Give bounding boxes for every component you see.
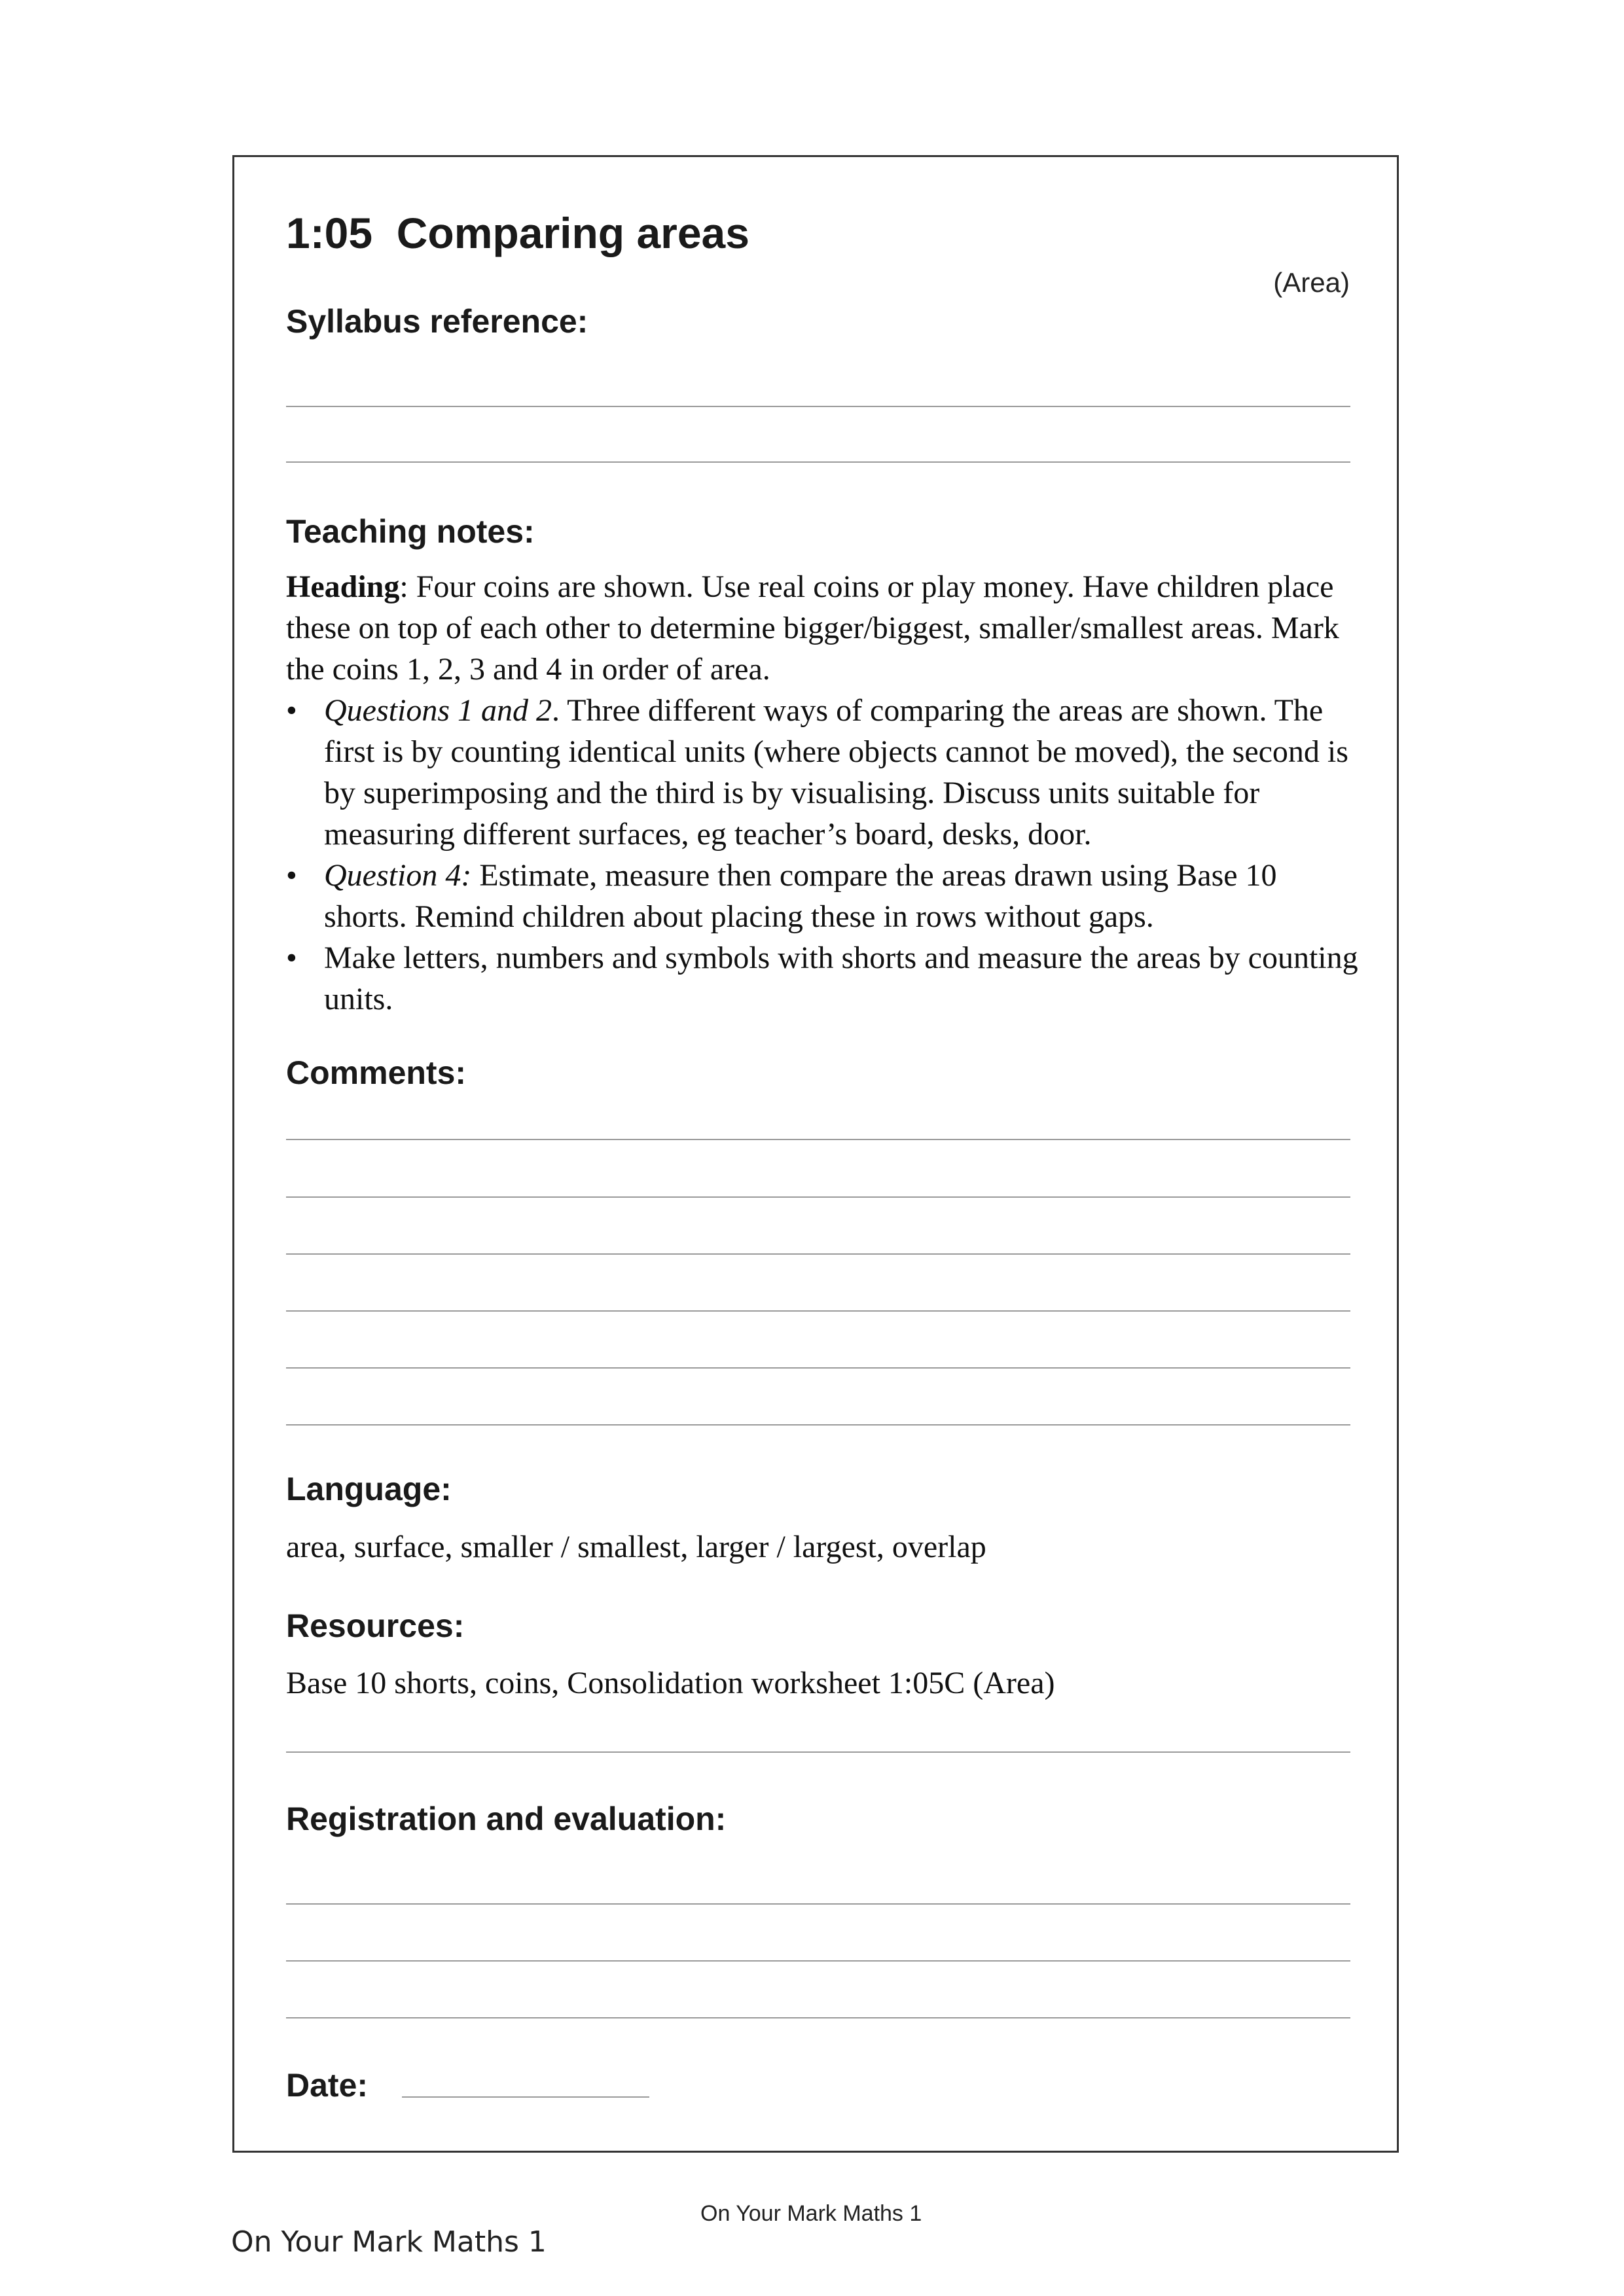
intro-label: Heading <box>286 569 400 604</box>
teaching-notes-intro <box>286 566 1360 690</box>
comments-line-3[interactable] <box>286 1253 1350 1255</box>
resources-text: Base 10 shorts, coins, Consolidation worksheet 1:05C (Area) <box>286 1666 1055 1700</box>
comments-line-2[interactable] <box>286 1196 1350 1198</box>
bullet-icon: • <box>286 693 297 728</box>
lesson-title: 1:05 Comparing areas <box>286 209 749 257</box>
syllabus-line-1[interactable] <box>286 406 1350 407</box>
registration-line-1[interactable] <box>286 1903 1350 1905</box>
teaching-notes-body <box>286 566 1360 1020</box>
syllabus-line-2[interactable] <box>286 461 1350 463</box>
comments-line-4[interactable] <box>286 1310 1350 1312</box>
comments-line-6[interactable] <box>286 1424 1350 1426</box>
comments-line-5[interactable] <box>286 1367 1350 1369</box>
bullet-label: Questions 1 and 2 <box>324 693 552 728</box>
language-heading: Language: <box>286 1471 452 1507</box>
bullet-text: Make letters, numbers and symbols with shorts and measure the areas by counting units. <box>324 941 1358 1016</box>
bullet-text: Estimate, measure then compare the areas drawn using Base 10 shorts. Remind children about placing these in rows without gaps. <box>324 858 1277 934</box>
list-item <box>286 937 1360 1020</box>
bullet-icon: • <box>286 858 297 893</box>
bullet-label: Question 4: <box>324 858 472 893</box>
footer-series: On Your Mark Maths 1 <box>231 2225 547 2259</box>
registration-heading: Registration and evaluation: <box>286 1801 727 1837</box>
worksheet-frame <box>232 155 1399 2153</box>
teaching-notes-list <box>286 690 1360 1020</box>
list-item <box>286 855 1360 937</box>
bullet-icon: • <box>286 941 297 975</box>
comments-line-1[interactable] <box>286 1139 1350 1140</box>
resources-line[interactable] <box>286 1751 1350 1753</box>
lesson-strand: (Area) <box>1273 267 1350 298</box>
teaching-notes-heading: Teaching notes: <box>286 513 535 550</box>
language-text: area, surface, smaller / smallest, larger / largest, overlap <box>286 1530 986 1564</box>
bullet-text: . Three different ways of comparing the areas are shown. The first is by counting identical units (where objects cannot be moved), the second is by superimposing and the third is by visualising. Discuss units suitable for measuring different surfaces, eg teacher’s board, desks, door. <box>324 693 1348 852</box>
list-item <box>286 690 1360 855</box>
syllabus-heading: Syllabus reference: <box>286 303 588 340</box>
registration-line-2[interactable] <box>286 1960 1350 1962</box>
intro-text: : Four coins are shown. Use real coins or play money. Have children place these on top of each other to determine bigger/biggest, smaller/smallest areas. Mark the coins 1, 2, 3 and 4 in order of area. <box>286 569 1339 687</box>
comments-heading: Comments: <box>286 1054 467 1091</box>
date-line[interactable] <box>402 2096 649 2098</box>
date-label: Date: <box>286 2067 369 2104</box>
resources-heading: Resources: <box>286 1607 465 1644</box>
registration-line-3[interactable] <box>286 2017 1350 2018</box>
footer-title: On Your Mark Maths 1 <box>700 2201 922 2226</box>
